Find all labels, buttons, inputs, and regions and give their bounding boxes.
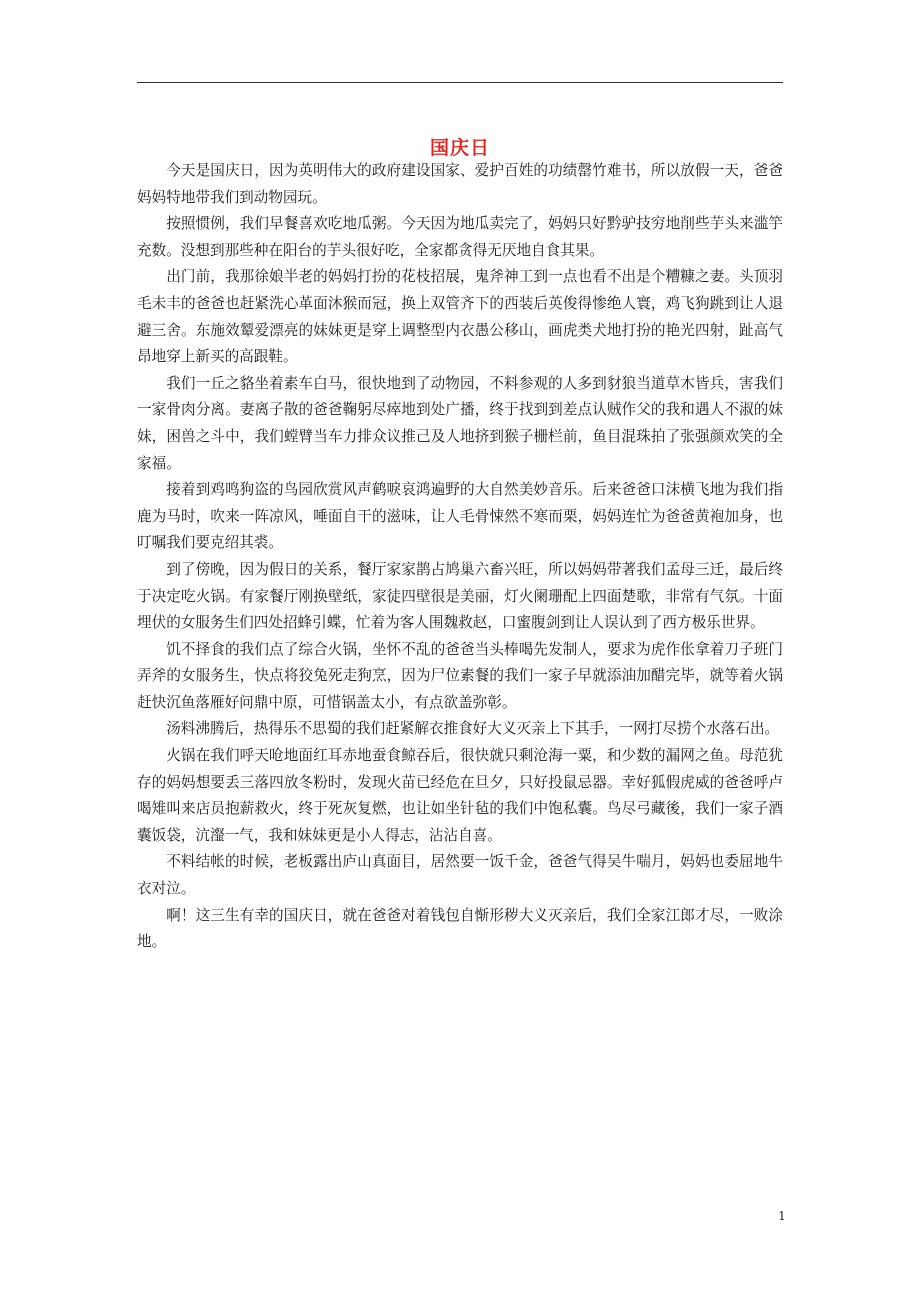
paragraph: 汤料沸腾后，热得乐不思蜀的我们赶紧解衣推食好大义灭亲上下其手，一网打尽捞个水落石出。 [166,720,780,738]
paragraph: 不料结帐的时候，老板露出庐山真面目，居然要一饭千金，爸爸气得吴牛喘月，妈妈也委屈地牛衣对泣。 [137,853,783,898]
paragraph: 出门前，我那徐娘半老的妈妈打扮的花枝招展，鬼斧神工到一点也看不出是个糟糠之妻。头顶羽毛未丰的爸爸也赶紧洗心革面沐猴而冠，换上双管齐下的西装后英俊得惨绝人寰，鸡飞狗跳到让人退避三舍。东施效颦爱漂亮的妹妹更是穿上调整型内衣愚公移山，画虎类犬地打扮的艳光四射，趾高气昂地穿上新买的高跟鞋。 [137,268,783,366]
paragraph: 按照惯例，我们早餐喜欢吃地瓜粥。今天因为地瓜卖完了，妈妈只好黔驴技穷地削些芋头来滥竽充数。没想到那些种在阳台的芋头很好吃，全家都贪得无厌地自食其果。 [137,215,783,259]
page-number: 1 [778,1209,786,1223]
document-title: 国庆日 [429,136,490,159]
document-body [137,158,783,956]
paragraph: 我们一丘之貉坐着素车白马，很快地到了动物园，不料参观的人多到豺狼当道草木皆兵，害我们一家骨肉分离。妻离子散的爸爸鞠躬尽瘁地到处广播，终于找到到差点认贼作父的我和遇人不淑的妹妹，困兽之斗中，我们螳臂当车力排众议推己及人地挤到猴子栅栏前，鱼目混珠拍了张强颜欢笑的全家福。 [137,374,783,472]
paragraph: 今天是国庆日，因为英明伟大的政府建设国家、爱护百姓的功绩罄竹难书，所以放假一天，爸爸妈妈特地带我们到动物园玩。 [137,162,783,206]
paragraph: 到了傍晚，因为假日的关系，餐厅家家鹊占鸠巢六畜兴旺，所以妈妈带著我们孟母三迁，最后终于决定吃火锅。有家餐厅刚换壁纸，家徒四壁很是美丽，灯火阑珊配上四面楚歌，非常有气氛。十面埋伏的女服务生们四处招蜂引蝶，忙着为客人围魏救赵，口蜜腹剑到让人误认到了西方极乐世界。 [137,560,783,632]
paragraph: 接着到鸡鸣狗盗的鸟园欣赏风声鹤唳哀鸿遍野的大自然美妙音乐。后来爸爸口沫横飞地为我们指鹿为马时，吹来一阵凉风，唾面自干的滋味，让人毛骨悚然不寒而栗，妈妈连忙为爸爸黄袍加身，也叮嘱我们要克绍其裘。 [137,481,783,552]
paragraph: 啊！这三生有幸的国庆日，就在爸爸对着钱包自惭形秽大义灭亲后，我们全家江郎才尽，一败涂地。 [137,906,783,951]
header-rule [137,82,783,83]
paragraph: 火锅在我们呼天呛地面红耳赤地蚕食鲸吞后，很快就只剩沧海一粟，和少数的漏网之鱼。母范犹存的妈妈想要丢三落四放冬粉时，发现火苗已经危在旦夕，只好投鼠忌器。幸好狐假虎威的爸爸呼卢喝雉叫来店员抱薪救火，终于死灰复燃，也让如坐针毡的我们中饱私囊。鸟尽弓藏後，我们一家子酒囊饭袋，沆瀣一气，我和妹妹更是小人得志，沾沾自喜。 [137,747,783,844]
paragraph: 饥不择食的我们点了综合火锅，坐怀不乱的爸爸当头棒喝先发制人，要求为虎作伥拿着刀子班门弄斧的女服务生，快点将狡兔死走狗烹，因为尸位素餐的我们一家子早就添油加醋完毕，就等着火锅赶快沉鱼落雁好问鼎中原，可惜锅盖太小，有点欲盖弥彰。 [137,640,783,711]
